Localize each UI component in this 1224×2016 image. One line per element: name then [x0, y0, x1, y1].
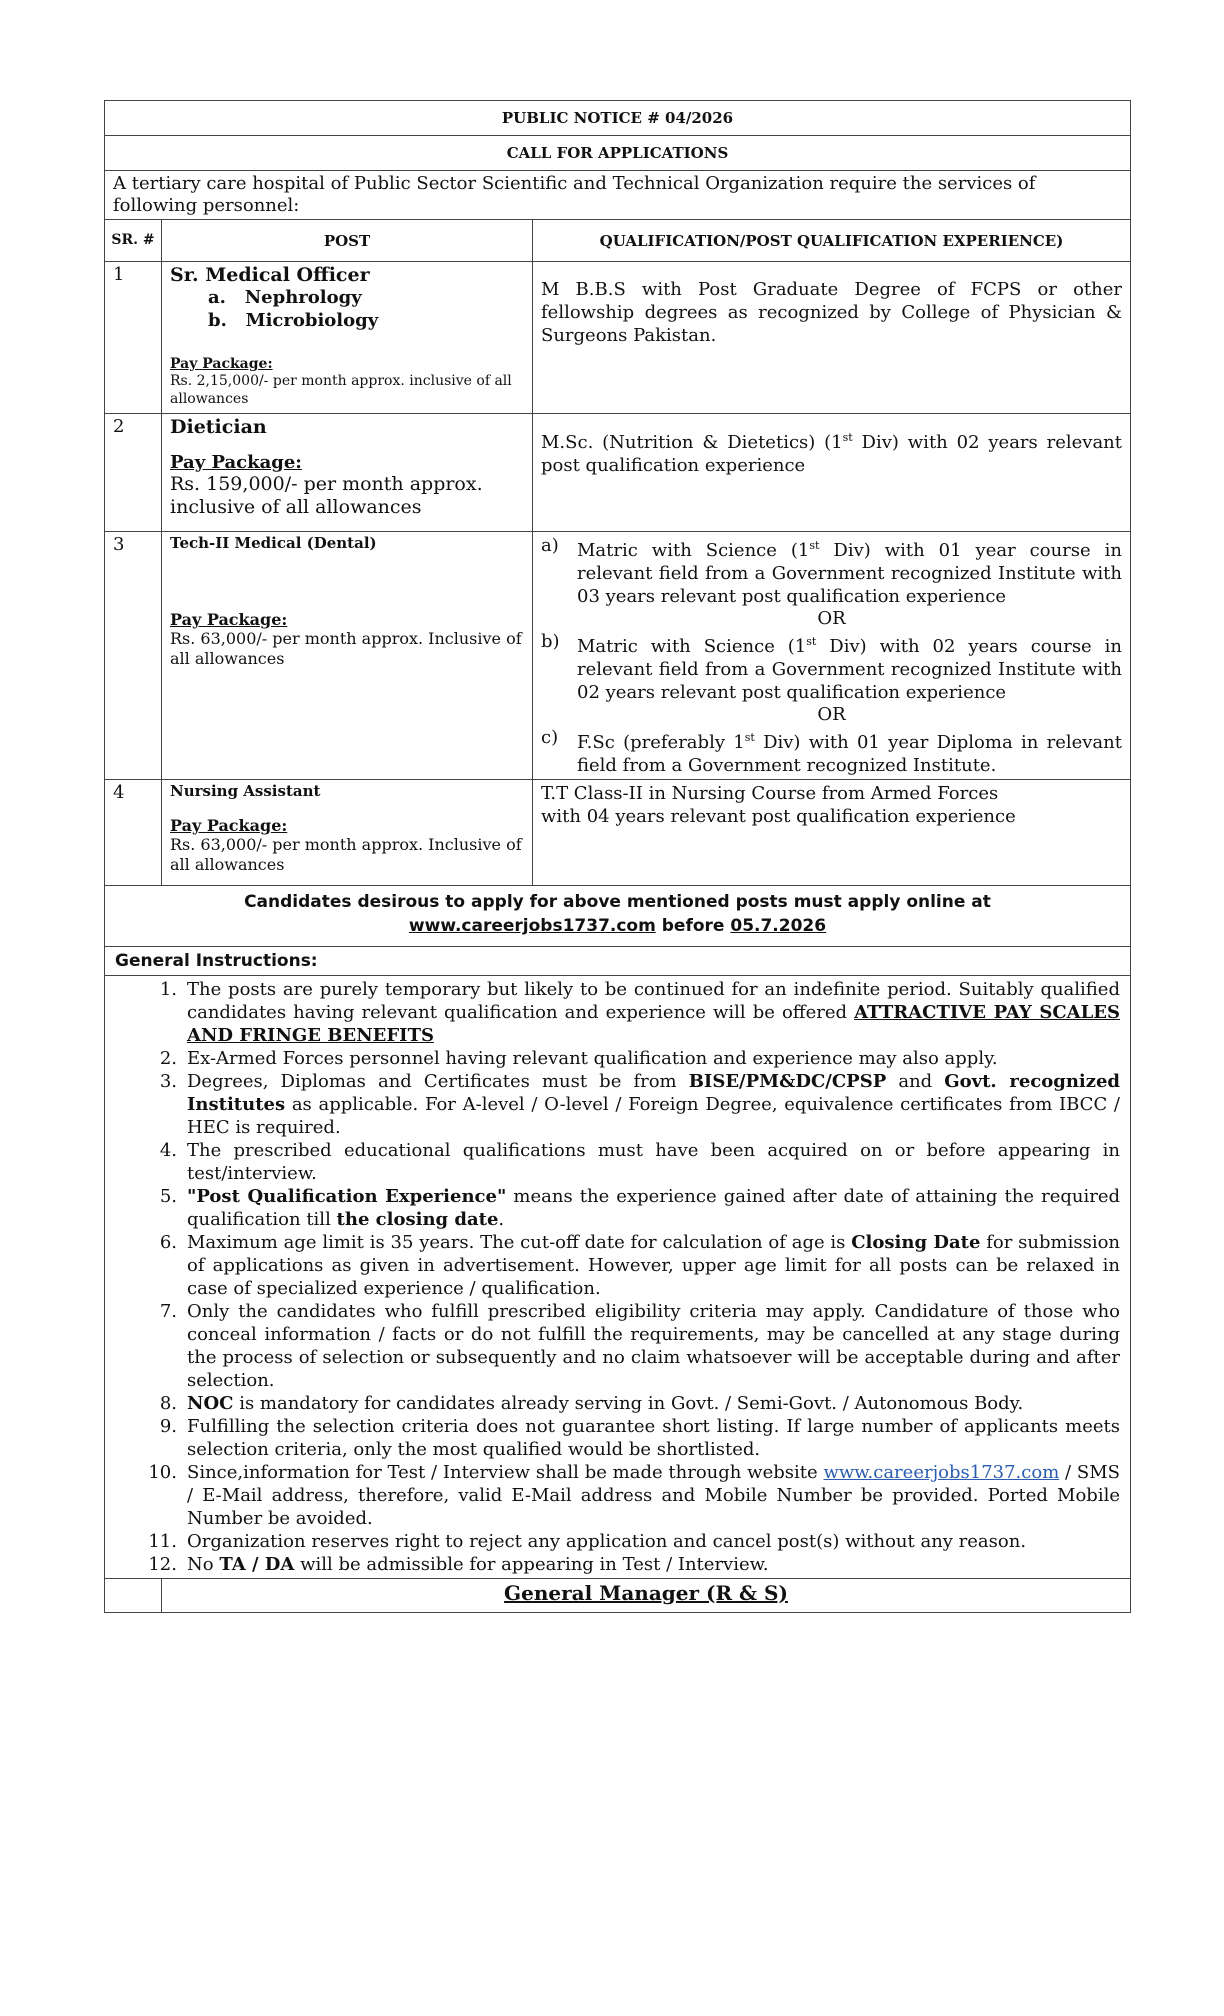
notice-number: PUBLIC NOTICE # 04/2026	[105, 101, 1131, 136]
public-notice	[104, 100, 1130, 1613]
qualification-cell	[533, 262, 1131, 414]
general-instructions-title: General Instructions:	[105, 947, 1131, 976]
apply-online-notice: Candidates desirous to apply for above mentioned posts must apply online at www.careerjobs1737.com before 05.7.2026	[105, 886, 1131, 947]
instructions-cell	[105, 976, 1131, 1579]
qualification-line: T.T Class-II in Nursing Course from Armed Forces	[541, 783, 999, 804]
instruction-item: 1. The posts are purely temporary but likely to be continued for an indefinite period. Suitably qualified candidates having relevant qualification and experience will be offered ATTRACTIVE PAY SCALES AND FRINGE BENEFITS	[159, 979, 1120, 1046]
post-title: Sr. Medical Officer	[170, 264, 370, 286]
instruction-item: 10. Since,information for Test / Interview shall be made through website www.careerjobs1737.com / SMS / E-Mail address, therefore, valid E-Mail address and Mobile Number be provided. Ported Mobile Number be avoided.	[148, 1462, 1120, 1529]
specialty-list	[170, 286, 524, 332]
instruction-item: 6. Maximum age limit is 35 years. The cut-off date for calculation of age is Closing Date for submission of applications as given in advertisement. However, upper age limit for all posts can be relaxed in case of specialized experience / qualification.	[159, 1232, 1121, 1299]
qualification-cell	[533, 414, 1131, 532]
pay-package-value: Rs. 2,15,000/- per month approx. inclusive of all allowances	[170, 373, 512, 407]
pay-package-label: Pay Package:	[170, 452, 302, 473]
pay-package-label: Pay Package:	[170, 356, 273, 372]
closing-date: 05.7.2026	[730, 916, 827, 936]
post-row-3	[105, 532, 1131, 780]
post-title: Tech-II Medical (Dental)	[170, 534, 377, 552]
apply-website-link[interactable]: www.careerjobs1737.com	[408, 916, 656, 936]
signature: General Manager (R & S)	[162, 1579, 1131, 1613]
pay-package-label: Pay Package:	[170, 816, 288, 835]
pay-package-value: Rs. 63,000/- per month approx. Inclusive of all allowances	[170, 835, 522, 874]
instruction-item: 5. "Post Qualification Experience" means the experience gained after date of attaining the required qualification till the closing date.	[159, 1186, 1120, 1230]
instruction-item: 4. The prescribed educational qualifications must have been acquired on or before appearing in test/interview.	[159, 1140, 1120, 1184]
instruction-item: 11. Organization reserves right to reject any application and cancel post(s) without any reason.	[148, 1531, 1027, 1552]
sr-number: 1	[105, 262, 162, 414]
qualification-cell	[533, 780, 1131, 886]
post-cell	[162, 532, 533, 780]
post-row-1	[105, 262, 1131, 414]
notice-table	[104, 100, 1131, 1613]
post-row-4	[105, 780, 1131, 886]
option-c: c) F.Sc (preferably 1st Div) with 01 year Diploma in relevant field from a Government recognized Institute.	[541, 727, 1122, 776]
col-header-sr: SR. #	[105, 220, 162, 262]
col-header-post: POST	[162, 220, 533, 262]
sr-number: 3	[105, 532, 162, 780]
post-cell	[162, 414, 533, 532]
post-row-2	[105, 414, 1131, 532]
sr-number: 4	[105, 780, 162, 886]
specialty-item: a. Nephrology	[208, 287, 362, 308]
pay-package-value: Rs. 159,000/- per month approx. inclusive of all allowances	[170, 473, 483, 518]
specialty-item: b. Microbiology	[208, 310, 379, 331]
instruction-item: 9. Fulfilling the selection criteria does not guarantee short listing. If large number of applicants meets selection criteria, only the most qualified would be shortlisted.	[159, 1416, 1120, 1460]
instructions-list	[105, 978, 1120, 1576]
post-title: Dietician	[170, 416, 267, 438]
signature-blank-cell	[105, 1579, 162, 1613]
post-cell	[162, 262, 533, 414]
instruction-item: 2. Ex-Armed Forces personnel having relevant qualification and experience may also apply.	[159, 1048, 998, 1069]
option-a: a) Matric with Science (1st Div) with 01 year course in relevant field from a Government recognized Institute with 03 years relevant post qualification experience	[541, 535, 1122, 607]
qualification-line: with 04 years relevant post qualification experience	[541, 806, 1016, 827]
instruction-item: 8. NOC is mandatory for candidates already serving in Govt. / Semi-Govt. / Autonomous Body.	[159, 1393, 1024, 1414]
instruction-item: 3. Degrees, Diplomas and Certificates must be from BISE/PM&DC/CPSP and Govt. recognized Institutes as applicable. For A-level / O-level / Foreign Degree, equivalence certificates from IBCC / HEC is required.	[159, 1071, 1121, 1138]
or-separator: OR	[817, 608, 846, 629]
qualification-cell	[533, 532, 1131, 780]
post-cell	[162, 780, 533, 886]
option-b: b) Matric with Science (1st Div) with 02 years course in relevant field from a Government recognized Institute with 02 years relevant post qualification experience	[541, 631, 1122, 703]
pay-package-value: Rs. 63,000/- per month approx. Inclusive of all allowances	[170, 629, 522, 668]
qualification-text: M.Sc. (Nutrition & Dietetics) (1st Div) with 02 years relevant post qualification experience	[541, 431, 1123, 476]
or-separator: OR	[817, 704, 846, 725]
col-header-qualification: QUALIFICATION/POST QUALIFICATION EXPERIENCE)	[533, 220, 1131, 262]
sr-number: 2	[105, 414, 162, 532]
intro-text: A tertiary care hospital of Public Sector Scientific and Technical Organization require the services of following personnel:	[105, 171, 1131, 220]
pay-package-label: Pay Package:	[170, 610, 288, 629]
website-link[interactable]: www.careerjobs1737.com	[823, 1462, 1060, 1483]
instruction-item: 12. No TA / DA will be admissible for appearing in Test / Interview.	[148, 1554, 769, 1575]
qualification-text: M B.B.S with Post Graduate Degree of FCPS or other fellowship degrees as recognized by College of Physician & Surgeons Pakistan.	[541, 279, 1122, 346]
call-for-applications: CALL FOR APPLICATIONS	[105, 136, 1131, 171]
post-title: Nursing Assistant	[170, 782, 321, 800]
instruction-item: 7. Only the candidates who fulfill prescribed eligibility criteria may apply. Candidature of those who conceal information / facts or do not fulfill the requirements, may be cancelled at any stage during the process of selection or subsequently and no claim whatsoever will be acceptable during and after selection.	[159, 1301, 1120, 1391]
